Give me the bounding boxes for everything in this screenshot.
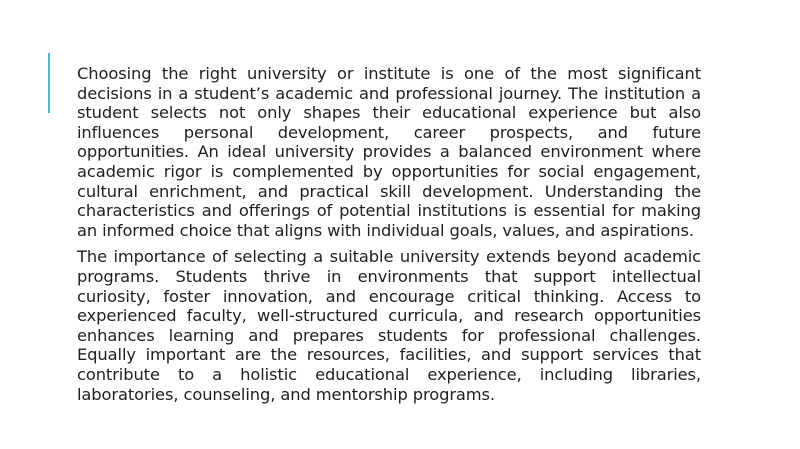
slide-body xyxy=(77,64,701,411)
paragraph-importance: The importance of selecting a suitable university extends beyond academic programs. Students thrive in environments that support intellectual curiosity, foster innovation, and encourage critical thinking. Access to experienced faculty, well-structured curricula, and research opportunities enhances learning and prepares students for professional challenges. Equally important are the resources, facilities, and support services that contribute to a holistic educational experience, including libraries, laboratories, counseling, and mentorship programs. xyxy=(77,247,701,404)
paragraph-intro: Choosing the right university or institute is one of the most significant decisions in a student’s academic and professional journey. The institution a student selects not only shapes their educational experience but also influences personal development, career prospects, and future opportunities. An ideal university provides a balanced environment where academic rigor is complemented by opportunities for social engagement, cultural enrichment, and practical skill development. Understanding the characteristics and offerings of potential institutions is essential for making an informed choice that aligns with individual goals, values, and aspirations. xyxy=(77,64,701,240)
accent-bar xyxy=(48,53,50,113)
